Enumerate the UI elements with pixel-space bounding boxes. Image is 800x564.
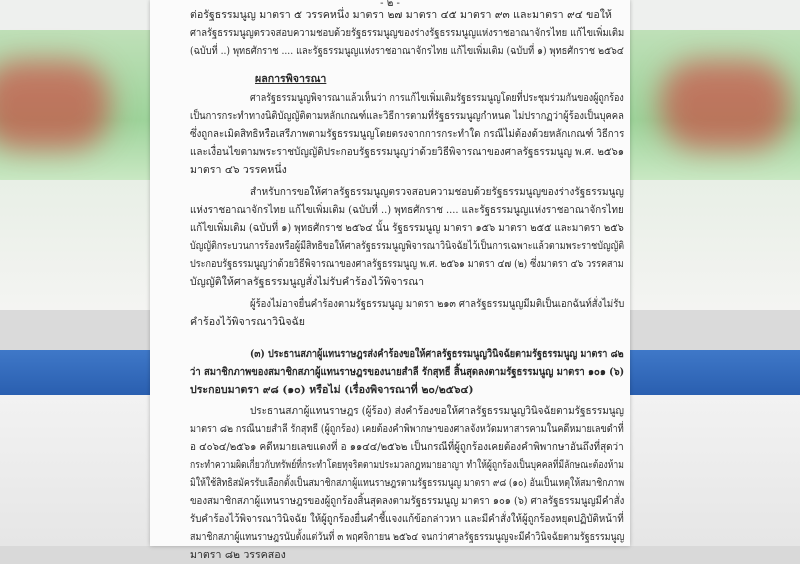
text-line: อ ๔๐๖๔/๒๕๖๑ คดีหมายเลขแดงที่ อ ๑๑๔๔/๒๕๖๒ เป็นกรณีที่ผู้ถูกร้องเคยต้องคำพิพากษาอันถึงที่สุดว่า <box>190 441 624 453</box>
text-line: ของสมาชิกสภาผู้แทนราษฎรของผู้ถูกร้องสิ้นสุดลงตามรัฐธรรมนูญ มาตรา ๑๐๑ (๖) ศาลรัฐธรรมนูญมีคำสั่ง <box>190 495 625 507</box>
item-heading: ประกอบมาตรา ๙๘ (๑๐) หรือไม่ (เรื่องพิจารณาที่ ๒๐/๒๕๖๔) <box>190 384 474 396</box>
item-heading: ว่า สมาชิกภาพของสมาชิกสภาผู้แทนราษฎรของนายสำลี รักสุทธี สิ้นสุดลงตามรัฐธรรมนูญ มาตรา ๑๐๑ (๖) <box>190 366 625 378</box>
text-line: และเงื่อนไขตามพระราชบัญญัติประกอบรัฐธรรมนูญว่าด้วยวิธีพิจารณาของศาลรัฐธรรมนูญ พ.ศ. ๒๕๖๑ <box>190 146 625 158</box>
text-line: มาตรา ๘๒ กรณีนายสำลี รักสุทธี (ผู้ถูกร้อง) เคยต้องคำพิพากษาของศาลจังหวัดมหาสารคามในคดีหมายเลขดำที่ <box>190 423 624 435</box>
text-line: เป็นการกระทำทางนิติบัญญัติตามหลักเกณฑ์และวิธีการตามที่รัฐธรรมนูญกำหนด ไม่ปรากฏว่าผู้ร้องเป็นบุคคล <box>190 110 624 122</box>
text-line: ผู้ร้องไม่อาจยื่นคำร้องตามรัฐธรรมนูญ มาตรา ๒๑๓ ศาลรัฐธรรมนูญมีมติเป็นเอกฉันท์สั่งไม่รับ <box>250 298 625 310</box>
section-heading: ผลการพิจารณา <box>255 73 327 85</box>
text-line: บัญญัติกระบวนการร้องหรือผู้มีสิทธิขอให้ศาลรัฐธรรมนูญพิจารณาวินิจฉัยไว้เป็นการเฉพาะแล้วตามพระราชบัญญัติ <box>190 240 625 252</box>
text-line: สมาชิกสภาผู้แทนราษฎรนับตั้งแต่วันที่ ๓ พฤศจิกายน ๒๕๖๔ จนกว่าศาลรัฐธรรมนูญจะมีคำวินิจฉัยตามรัฐธรรมนูญ <box>190 531 625 543</box>
item-heading: (๓) ประธานสภาผู้แทนราษฎรส่งคำร้องขอให้ศาลรัฐธรรมนูญวินิจฉัยตามรัฐธรรมนูญ มาตรา ๘๒ <box>250 348 624 360</box>
text-line: บัญญัติให้ศาลรัฐธรรมนูญสั่งไม่รับคำร้องไว้พิจารณา <box>190 276 425 288</box>
page-number: - ๒ - <box>380 0 400 9</box>
text-line: ต่อรัฐธรรมนูญ มาตรา ๕ วรรคหนึ่ง มาตรา ๒๗ มาตรา ๔๕ มาตรา ๙๓ และมาตรา ๙๔ ขอให้ <box>190 9 612 21</box>
text-line: ประธานสภาผู้แทนราษฎร (ผู้ร้อง) ส่งคำร้องขอให้ศาลรัฐธรรมนูญวินิจฉัยตามรัฐธรรมนูญ <box>250 405 624 417</box>
text-line: มาตรา ๔๖ วรรคหนึ่ง <box>190 164 287 176</box>
text-line: มิให้ใช้สิทธิสมัครรับเลือกตั้งเป็นสมาชิกสภาผู้แทนราษฎรตามรัฐธรรมนูญ มาตรา ๙๘ (๑๐) อันเป็นเหตุให้สมาชิกภาพ <box>190 477 625 489</box>
text-line: กระทำความผิดเกี่ยวกับทรัพย์ที่กระทำโดยทุจริตตามประมวลกฎหมายอาญา ทำให้ผู้ถูกร้องเป็นบุคคลที่มีลักษณะต้องห้าม <box>190 459 624 471</box>
text-line: ซึ่งถูกละเมิดสิทธิหรือเสรีภาพตามรัฐธรรมนูญโดยตรงจากการกระทำใด กรณีไม่ต้องด้วยหลักเกณฑ์ วิธีการ <box>190 128 625 140</box>
text-line: ศาลรัฐธรรมนูญพิจารณาแล้วเห็นว่า การแก้ไขเพิ่มเติมรัฐธรรมนูญโดยที่ประชุมร่วมกันของผู้ถูกร้อง <box>250 92 624 104</box>
text-line: คำร้องไว้พิจารณาวินิจฉัย <box>190 316 305 328</box>
background-left <box>0 0 150 546</box>
text-line: สำหรับการขอให้ศาลรัฐธรรมนูญตรวจสอบความชอบด้วยรัฐธรรมนูญของร่างรัฐธรรมนูญ <box>250 186 624 198</box>
text-line: ศาลรัฐธรรมนูญตรวจสอบความชอบด้วยรัฐธรรมนูญของร่างรัฐธรรมนูญแห่งราชอาณาจักรไทย แก้ไขเพิ่มเติม <box>190 27 625 39</box>
text-line: แห่งราชอาณาจักรไทย แก้ไขเพิ่มเติม (ฉบับที่ ..) พุทธศักราช .... และรัฐธรรมนูญแห่งราชอาณาจักรไทย <box>190 204 624 216</box>
text-line: ประกอบรัฐธรรมนูญว่าด้วยวิธีพิจารณาของศาลรัฐธรรมนูญ พ.ศ. ๒๕๖๑ มาตรา ๔๗ (๒) ซึ่งมาตรา ๔๖ วรรคสาม <box>190 258 624 270</box>
text-line: มาตรา ๘๒ วรรคสอง <box>190 549 286 561</box>
background-right <box>630 0 800 546</box>
text-line: รับคำร้องไว้พิจารณาวินิจฉัย ให้ผู้ถูกร้องยื่นคำชี้แจงแก้ข้อกล่าวหา และมีคำสั่งให้ผู้ถูกร้องหยุดปฏิบัติหน้าที่ <box>190 513 624 525</box>
text-line: แก้ไขเพิ่มเติม (ฉบับที่ ๑) พุทธศักราช ๒๕๖๔ นั้น รัฐธรรมนูญ มาตรา ๑๕๖ มาตรา ๒๕๕ และมาตรา ๒๕๖ <box>190 222 624 234</box>
text-line: (ฉบับที่ ..) พุทธศักราช .... และรัฐธรรมนูญแห่งราชอาณาจักรไทย แก้ไขเพิ่มเติม (ฉบับที่ ๑) พุทธศักราช ๒๕๖๔ <box>190 45 624 57</box>
document-page <box>150 0 630 561</box>
